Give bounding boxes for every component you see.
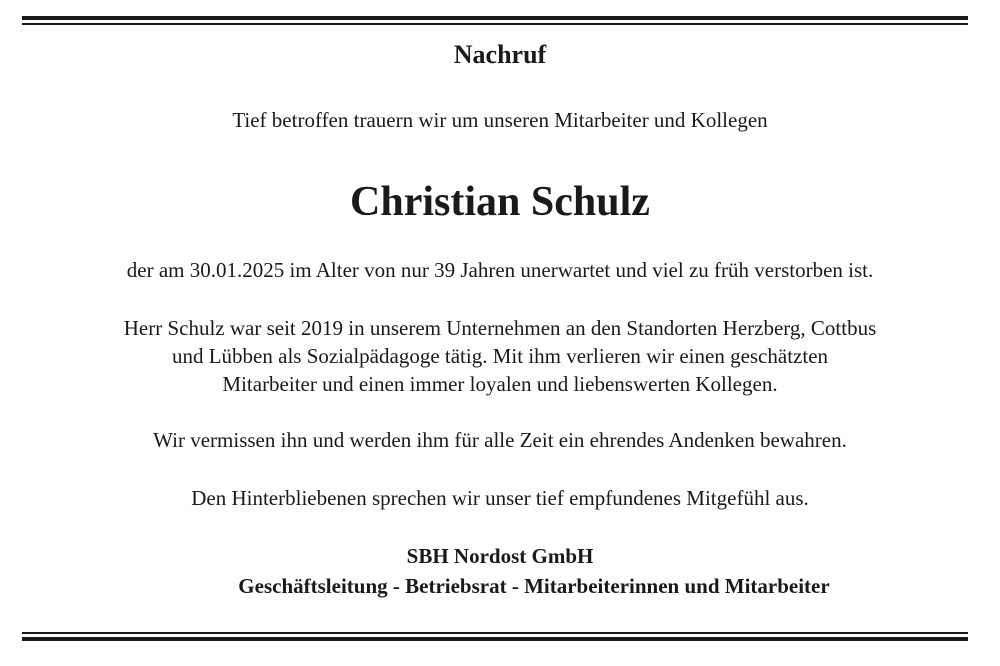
biography-line: und Lübben als Sozialpädagoge tätig. Mit ihm verlieren wir einen geschätzten xyxy=(171,344,829,368)
intro-text: Tief betroffen trauern wir um unseren Mitarbeiter und Kollegen xyxy=(232,108,768,132)
remembrance-text: Wir vermissen ihn und werden ihm für alle Zeit ein ehrendes Andenken bewahren. xyxy=(153,428,847,452)
death-notice-text: der am 30.01.2025 im Alter von nur 39 Jahren unerwartet und viel zu früh verstorben ist. xyxy=(126,258,874,282)
obituary-heading: Nachruf xyxy=(453,40,547,69)
bottom-border-rule xyxy=(22,632,968,641)
signers-line: Geschäftsleitung - Betriebsrat - Mitarbeiterinnen und Mitarbeiter xyxy=(238,574,830,598)
top-border-rule xyxy=(22,16,968,25)
bottom-thin-line xyxy=(22,632,968,634)
company-name: SBH Nordost GmbH xyxy=(406,544,594,568)
biography-line: Herr Schulz war seit 2019 in unserem Unternehmen an den Standorten Herzberg, Cottbus xyxy=(123,316,877,340)
deceased-name: Christian Schulz xyxy=(350,179,650,225)
biography-paragraph xyxy=(0,314,1000,398)
condolence-text: Den Hinterbliebenen sprechen wir unser tief empfundenes Mitgefühl aus. xyxy=(191,486,809,510)
top-thin-line xyxy=(22,23,968,25)
bottom-thick-line xyxy=(22,637,968,641)
top-thick-line xyxy=(22,16,968,20)
biography-line: Mitarbeiter und einen immer loyalen und liebenswerten Kollegen. xyxy=(222,372,778,396)
